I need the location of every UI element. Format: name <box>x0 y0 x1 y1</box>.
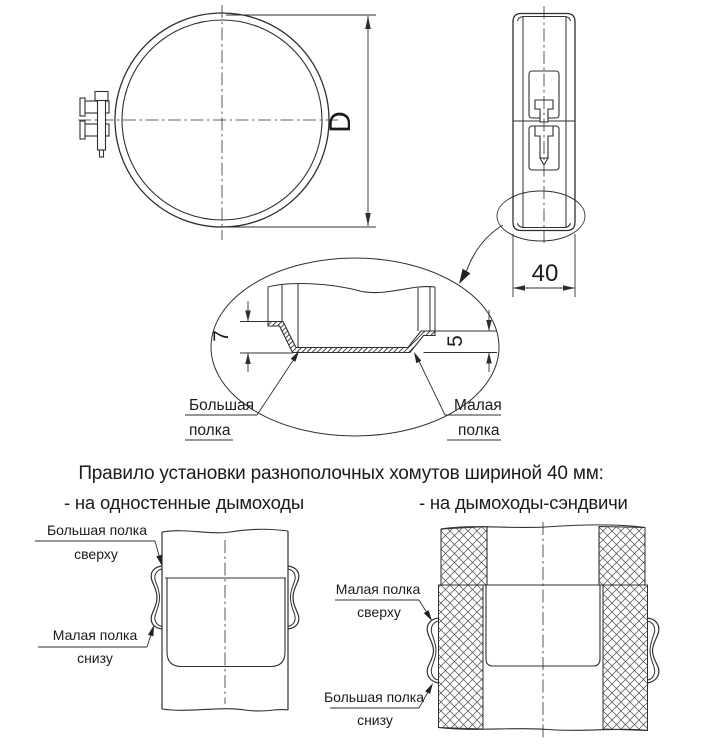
single-bottom-label <box>38 625 154 666</box>
sandwich-top-label <box>335 581 432 621</box>
clamp-section-right <box>288 566 299 629</box>
band-broken-edge <box>268 284 435 293</box>
sandwich-bottom-label-line1: Большая полка <box>323 689 425 705</box>
sandwich-diagram <box>324 522 659 740</box>
single-top-arrow <box>156 555 162 566</box>
pipe-bottom-edge <box>162 709 288 711</box>
single-top-label <box>35 522 162 566</box>
socket-outline <box>167 578 285 667</box>
detail-callout-arrow <box>459 269 470 284</box>
d7-arrow-top <box>245 311 251 322</box>
single-wall-diagram <box>35 522 299 711</box>
rule-subtitle-single: - на одностенные дымоходы <box>64 492 304 513</box>
small-flange-label-line2: полка <box>458 422 500 439</box>
sandwich-bottom-label-line2: снизу <box>357 712 393 728</box>
wall-right-lower <box>603 585 648 731</box>
single-bottom-label-line2: снизу <box>77 650 113 666</box>
rule-subtitle-sandwich: - на дымоходы-сэндвичи <box>419 492 628 513</box>
single-bottom-arrow <box>148 625 154 636</box>
detail-callout-ellipse <box>497 191 585 241</box>
small-flange-arrow <box>414 352 421 363</box>
rule-title: Правило установки разнополочных хомутов шириной 40 мм: <box>78 463 604 484</box>
small-flange-leader <box>417 357 445 415</box>
bolt-flange-bottom-cap <box>80 121 85 139</box>
d7-arrow-bottom <box>245 353 251 364</box>
d5-arrow-bottom <box>486 353 492 364</box>
wall-left-upper <box>441 527 487 586</box>
wall-left-lower <box>439 585 484 729</box>
front-view <box>78 5 376 240</box>
bolt-head <box>95 92 108 101</box>
single-bottom-leader <box>147 636 151 648</box>
single-top-label-line2: сверху <box>74 546 118 562</box>
band-edge-lines <box>268 284 435 347</box>
big-flange-label-line1: Большая <box>189 397 255 414</box>
sandwich-clamp-right <box>648 618 659 683</box>
d-dim-text: D <box>324 111 357 133</box>
d5-text: 5 <box>444 335 467 347</box>
d7-text: 7 <box>210 330 233 342</box>
w40-dim-text: 40 <box>531 260 559 287</box>
w40-arrow-right <box>563 285 575 291</box>
pipe-top-edge <box>162 529 288 533</box>
sandwich-bottom-label <box>324 683 433 728</box>
sandwich-top-label-line1: Малая полка <box>335 581 421 597</box>
wall-right-upper <box>599 527 645 586</box>
d5-arrow-top <box>486 320 492 331</box>
w40-arrow-left <box>513 285 525 291</box>
sandwich-clamp-left <box>427 618 438 683</box>
small-flange-label-line1: Малая <box>454 397 502 414</box>
d-arrow-up <box>365 16 371 29</box>
sandwich-top-arrow <box>424 610 432 621</box>
single-top-leader <box>155 541 159 555</box>
sandwich-top-leader <box>419 600 426 612</box>
dimension-d <box>226 15 376 227</box>
bolt-shaft <box>98 100 106 150</box>
single-top-label-line1: Большая полка <box>46 522 148 538</box>
detail-view <box>185 258 502 440</box>
sandwich-top-label-line2: сверху <box>357 604 401 620</box>
d-arrow-down <box>365 213 371 226</box>
bolt-flange-top-cap <box>80 98 85 116</box>
big-flange-label <box>185 351 299 440</box>
bolt-assembly <box>80 92 109 158</box>
detail-callout-leader <box>467 225 504 271</box>
dimension-40 <box>513 234 575 297</box>
bolt-thread-tip <box>100 150 104 157</box>
flange-section-profile <box>268 322 435 353</box>
installation-rule-header <box>64 463 628 513</box>
clamp-section-left <box>151 566 162 629</box>
sandwich-bottom-arrow <box>425 683 433 694</box>
big-flange-leader <box>257 356 296 415</box>
side-view <box>459 6 585 297</box>
big-flange-label-line2: полка <box>189 422 231 439</box>
single-bottom-label-line1: Малая полка <box>52 627 138 643</box>
